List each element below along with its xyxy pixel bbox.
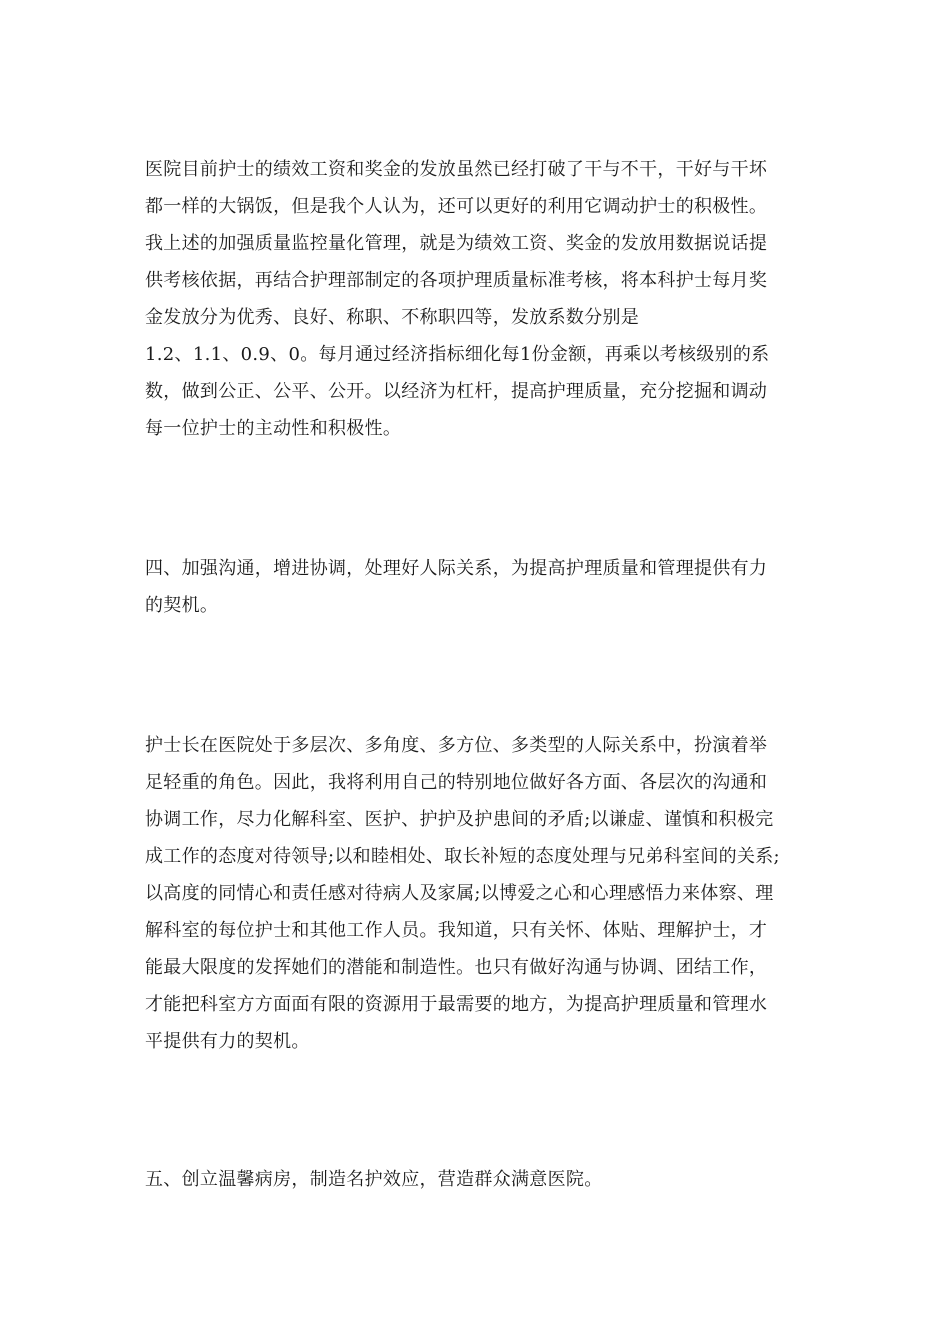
text-line: 每一位护士的主动性和积极性。 <box>145 418 402 439</box>
text-line: 医院目前护士的绩效工资和奖金的发放虽然已经打破了干与不干，干好与干坏 <box>145 159 768 180</box>
text-line: 都一样的大锅饭，但是我个人认为，还可以更好的利用它调动护士的积极性。 <box>145 196 768 217</box>
text-line: 我上述的加强质量监控量化管理，就是为绩效工资、奖金的发放用数据说话提 <box>145 233 768 254</box>
text-line: 数，做到公正、公平、公开。以经济为杠杆，提高护理质量，充分挖掘和调动 <box>145 381 768 402</box>
text-line: 能最大限度的发挥她们的潜能和制造性。也只有做好沟通与协调、团结工作， <box>145 957 768 978</box>
text-line: 平提供有力的契机。 <box>145 1031 310 1052</box>
section-heading-4 <box>145 550 825 624</box>
section-heading-5 <box>145 1161 825 1198</box>
heading-line: 四、加强沟通，增进协调，处理好人际关系，为提高护理质量和管理提供有力 <box>145 558 768 579</box>
text-line: 供考核依据，再结合护理部制定的各项护理质量标准考核，将本科护士每月奖 <box>145 270 768 291</box>
heading-line: 五、创立温馨病房，制造名护效应，营造群众满意医院。 <box>145 1169 603 1190</box>
text-line: 金发放分为优秀、良好、称职、不称职四等，发放系数分别是 <box>145 307 640 328</box>
text-line: 足轻重的角色。因此，我将利用自己的特别地位做好各方面、各层次的沟通和 <box>145 772 768 793</box>
text-line: 协调工作，尽力化解科室、医护、护护及护患间的矛盾;以谦虚、谨慎和积极完 <box>145 809 774 830</box>
text-line: 成工作的态度对待领导;以和睦相处、取长补短的态度处理与兄弟科室间的关系; <box>145 846 780 867</box>
paragraph-communication <box>145 727 825 1060</box>
text-line: 以高度的同情心和责任感对待病人及家属;以博爱之心和心理感悟力来体察、理 <box>145 883 774 904</box>
heading-line: 的契机。 <box>145 595 219 616</box>
text-line: 解科室的每位护士和其他工作人员。我知道，只有关怀、体贴、理解护士，才 <box>145 920 768 941</box>
text-line: 护士长在医院处于多层次、多角度、多方位、多类型的人际关系中，扮演着举 <box>145 735 768 756</box>
text-line: 1.2、1.1、0.9、0。每月通过经济指标细化每1份金额，再乘以考核级别的系 <box>145 344 770 365</box>
text-line: 才能把科室方方面面有限的资源用于最需要的地方，为提高护理质量和管理水 <box>145 994 768 1015</box>
paragraph-performance-pay <box>145 151 825 447</box>
